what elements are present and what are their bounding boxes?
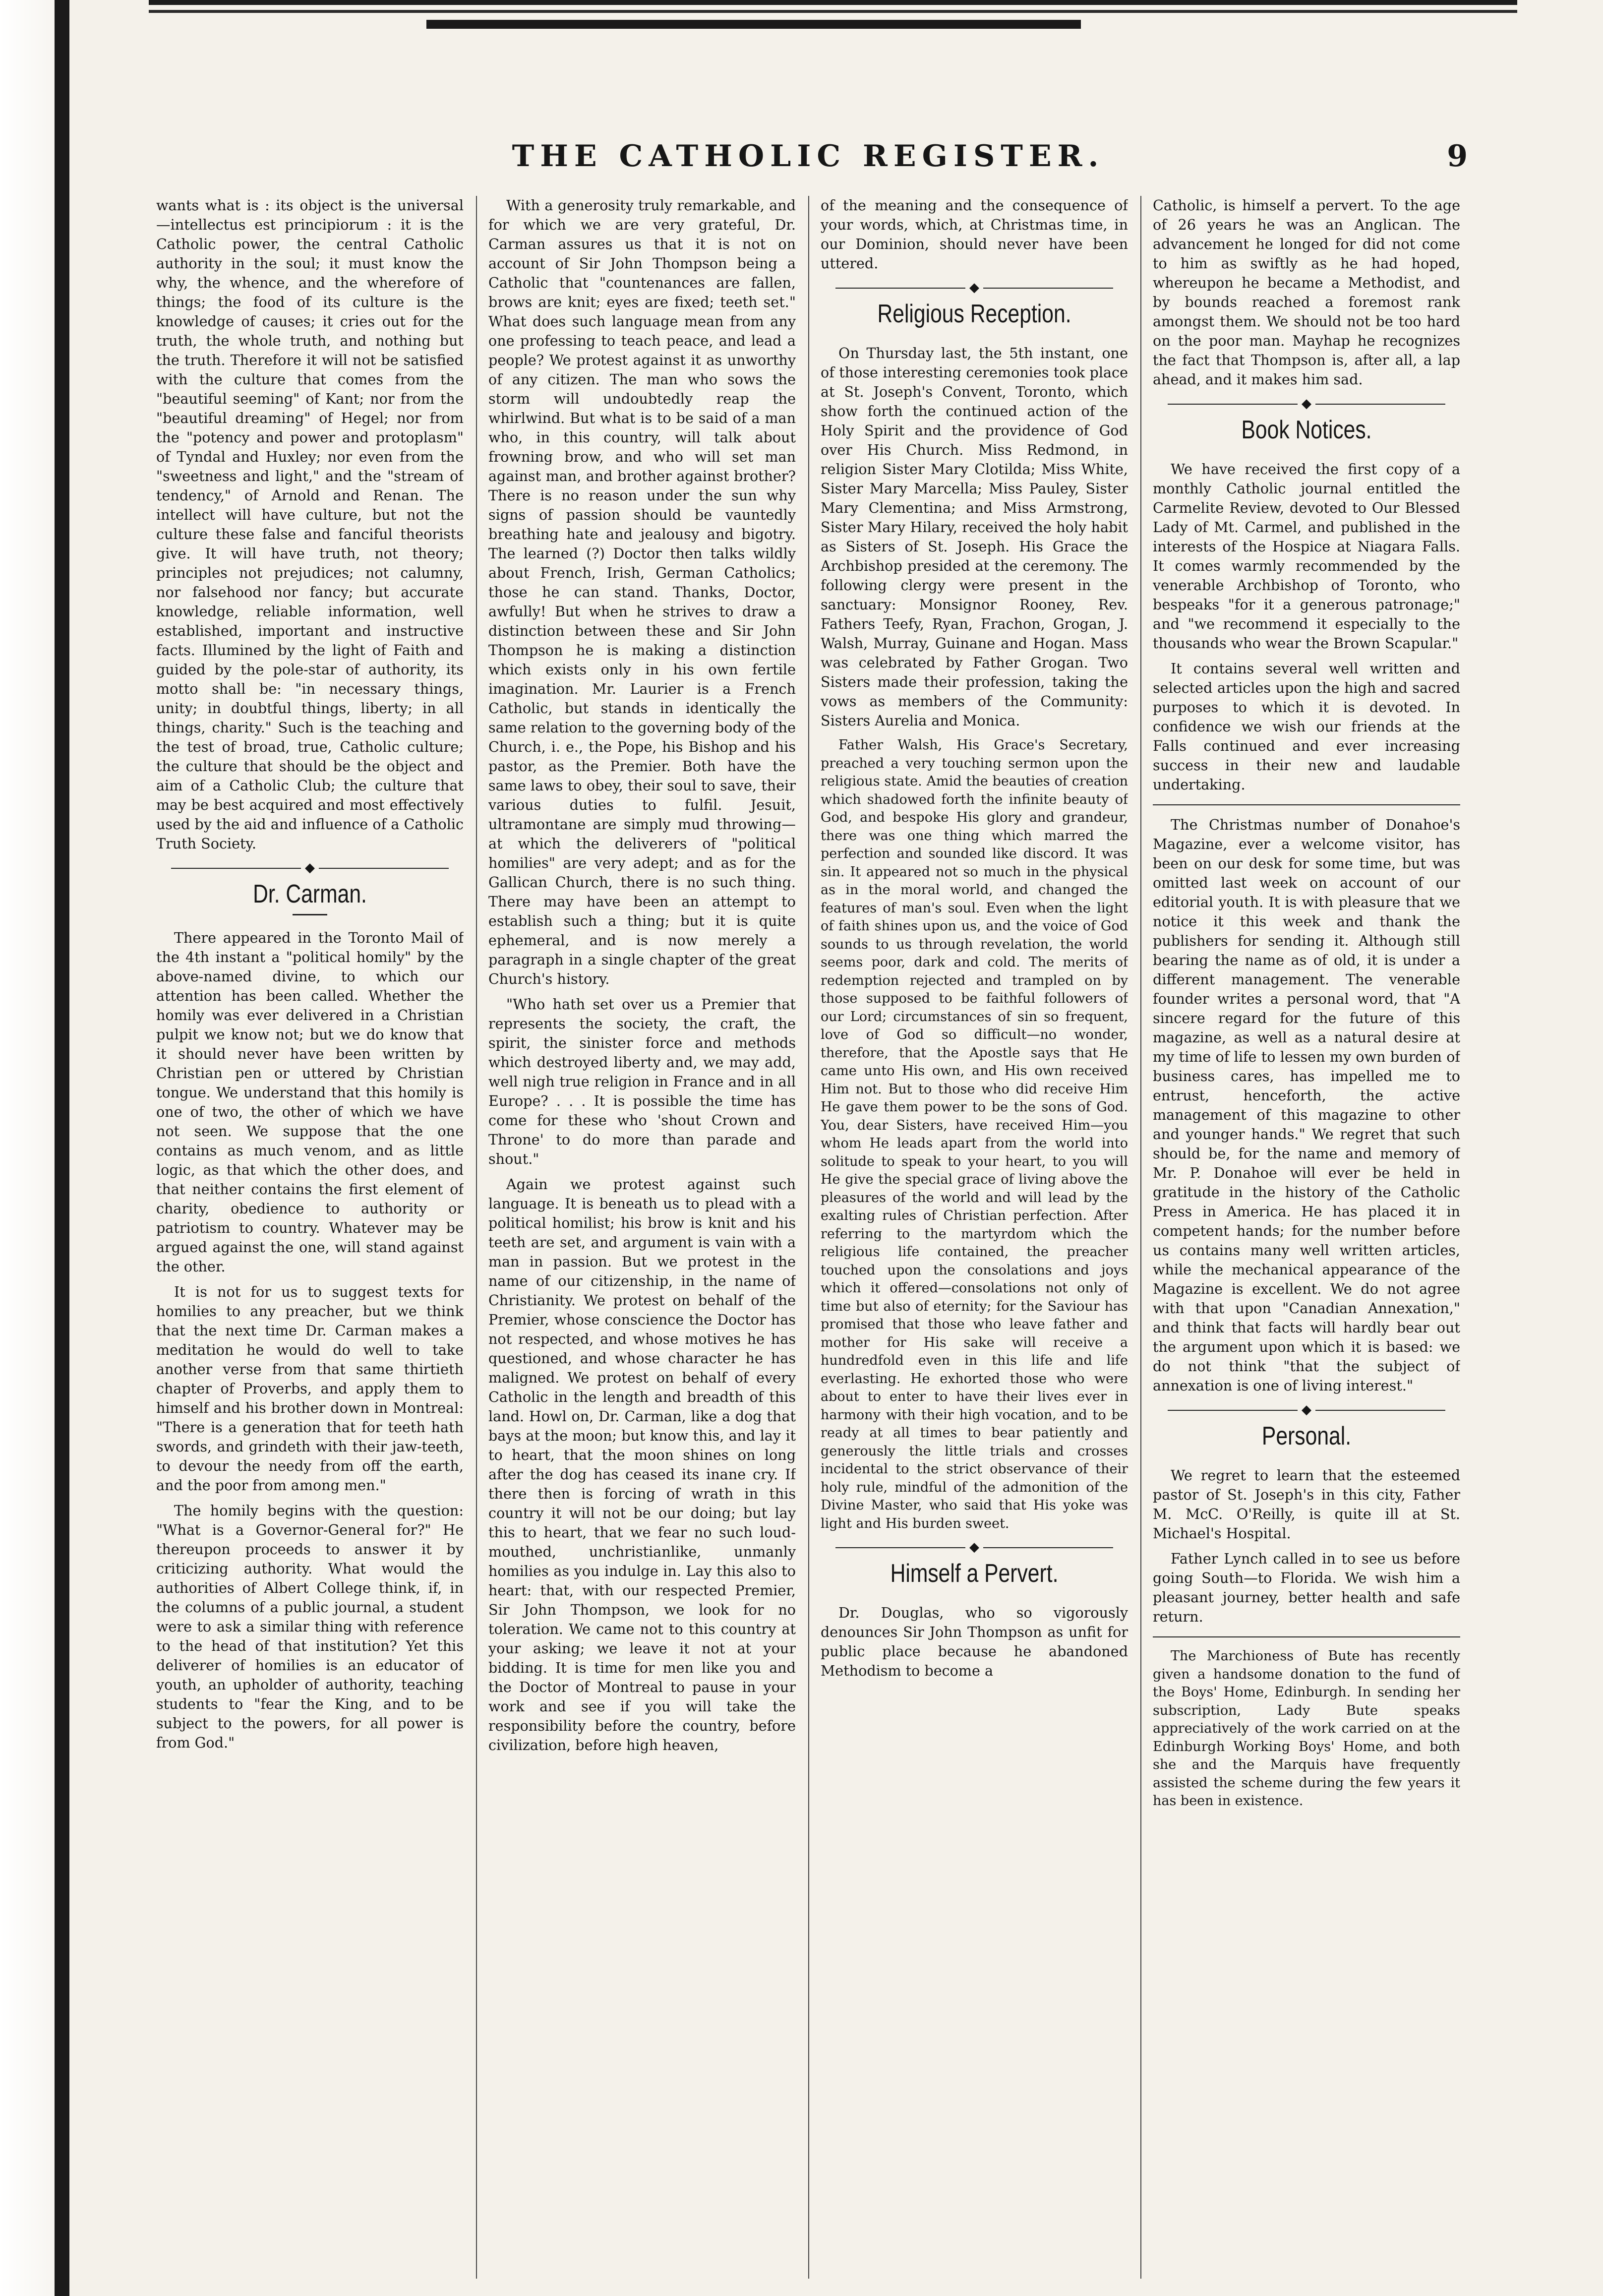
article-heading: Dr. Carman. bbox=[253, 880, 367, 908]
page-margin bbox=[0, 0, 59, 2296]
article-separator bbox=[1168, 398, 1445, 410]
article-paragraph: Father Walsh, His Grace's Secretary, preached a very touching sermon upon the religious state. Amid the beauties of creation which shadowed forth the infinite beauty of God, and bespoke His glory and grandeur, there was one thing which marred the perfection and sounded like discord. It was sin. It appeared not so much in the physical as in the moral world, and changed the features of man's soul. Even when the light of faith shines upon us, and the voice of God sounds to us through revelation, the world seems poor, dark and cold. The merits of redemption rejected and trampled on by those supposed to be faithful followers of our Lord; circumstances of sin so frequent, love of God so difficult—no wonder, therefore, that the Apostle says that He came unto His own, and His own received Him not. But to those who did receive Him He gave them power to be the sons of God. You, dear Sisters, have received Him—you whom He leads apart from the world into solitude to speak to your heart, to you will He give the special grace of living above the pleasures of the world and will lead by the exalting rules of Christian perfection. After referring to the martyrdom which the religious life contained, the preacher touched upon the consolations and joys which it offered—consolations not only of time but also of eternity; for the Saviour has promised that those who leave father and mother for His sake will receive a hundredfold even in this life and life everlasting. He exhorted those who were about to enter to have their lives ever in harmony with their high vocation, and to be ready at all times to bear patiently and generously the little trials and crosses incidental to the strict observance of their holy rule, mindful of the admonition of the Divine Master, who said that His yoke was light and His burden sweet. bbox=[821, 737, 1128, 1531]
article-paragraph: Again we protest against such language. It is beneath us to plead with a political homilist; his brow is knit and his teeth are set, and argument is vain with a man in passion. But we protest in the name of our citizenship, in the name of Christianity. We protest on behalf of the Premier, whose conscience the Doctor has not respected, and whose motives he has questioned, and whose character he has maligned. We protest on behalf of every Catholic in the length and breadth of this land. Howl on, Dr. Carman, like a dog that bays at the moon; but know this, and lay it to heart, that the moon shines on long after the dog has ceased its inane cry. If there then is forcing of wrath in this country it will not be our doing; but lay this to heart, that we fear no such loud-mouthed, unchristianlike, unmanly homilies as you indulge in. Lay this also to heart: that, with our respected Premier, Sir John Thompson, we look for no toleration. We came not to this country at your asking; we leave it not at your bidding. It is time for men like you and the Doctor of Montreal to pause in your work and see if you will take the responsibility before the country, before civilization, before high heaven, bbox=[488, 1176, 796, 1753]
article-heading: Book Notices. bbox=[1241, 416, 1372, 444]
article-separator bbox=[1168, 1404, 1445, 1416]
article-paragraph: It is not for us to suggest texts for homilies to any preacher, but we think that the next time Dr. Carman makes a meditation he would do well to take another verse from that same thirtieth chapter of Proverbs, and apply them to himself and his brother down in Montreal: "There is a generation that for teeth hath swords, and grindeth with their jaw-teeth, to devour the needy from off the earth, and the poor from among men." bbox=[156, 1283, 464, 1494]
article-paragraph: With a generosity truly remarkable, and for which we are very grateful, Dr. Carman assures us that it is not on account of Sir John Thompson being a Catholic that "countenances are fallen, brows are knit; eyes are fixed; teeth set." What does such language mean from any one professing to teach peace, and lead a people? We protest against it as unworthy of any citizen. The man who sows the storm will undoubtedly reap the whirlwind. But what is to be said of a man who, in this country, will talk about frowning brow, and who will set man against man, and brother against brother? There is no reason under the sun why signs of passion should be vauntedly breathing hate and jealousy and bigotry. The learned (?) Doctor then talks wildly about French, Irish, German Catholics; those he can stand. Thanks, Doctor, awfully! But when he strives to draw a distinction between these and Sir John Thompson he is making a distinction which exists only in his own fertile imagination. Mr. Laurier is a French Catholic, but stands in identically the same relation to the governing body of the Church, i. e., the Pope, his Bishop and his pastor, as the Premier. Both have the same laws to obey, their soul to save, their various duties to fulfil. Jesuit, ultramontane are simply mud throwing—at which the deliverers of "political homilies" are very adept; and as for the Gallican Church, there is no such thing. There may have been an attempt to establish such a thing; but it is quite ephemeral, and is now merely a paragraph in a single chapter of the great Church's history. bbox=[488, 197, 796, 987]
article-separator bbox=[835, 282, 1113, 294]
heading-rule bbox=[293, 914, 327, 915]
column-2 bbox=[488, 196, 796, 2294]
article-heading: Religious Reception. bbox=[877, 300, 1071, 328]
article-paragraph: Dr. Douglas, who so vigorously denounces Sir John Thompson as unfit for public place because he abandoned Methodism to become a bbox=[821, 1604, 1128, 1679]
article-paragraph: "Who hath set over us a Premier that represents the society, the craft, the spirit, the sinister force and methods which destroyed liberty and, we may add, well nigh true religion in France and in all Europe? . . . It is possible the time has come for these who 'shout Crown and Throne' to do more than parade and shout." bbox=[488, 996, 796, 1167]
article-separator bbox=[835, 1542, 1113, 1554]
article-paragraph: On Thursday last, the 5th instant, one of those interesting ceremonies took place at St. Joseph's Convent, Toronto, which show forth the continued action of the Holy Spirit and the providence of God over His Church. Miss Redmond, in religion Sister Mary Clotilda; Miss White, Sister Mary Marcella; Miss Pauley, Sister Mary Clementina; and Miss Armstrong, Sister Mary Hilary, received the holy habit as Sisters of St. Joseph. His Grace the Archbishop presided at the ceremony. The following clergy were present in the sanctuary: Monsignor Rooney, Rev. Fathers Teefy, Ryan, Frachon, Grogan, J. Walsh, Murray, Guinane and Hogan. Mass was celebrated by Father Grogan. Two Sisters made their profession, taking the vows as members of the Community: Sisters Aurelia and Monica. bbox=[821, 345, 1128, 729]
article-heading: Personal. bbox=[1261, 1422, 1352, 1450]
column-rule bbox=[808, 196, 809, 2279]
article-paragraph: of the meaning and the consequence of your words, which, at Christmas time, in our Dominion, should never have been uttered. bbox=[821, 197, 1128, 272]
article-paragraph: The Christmas number of Donahoe's Magazine, ever a welcome visitor, has been on our desk for some time, but was omitted last week on account of our editorial youth. It is with pleasure that we notice it this week and thank the publishers for sending it. Although still bearing the name as of old, it is under a different management. The venerable founder writes a personal word, that "A sincere regard for the future of this magazine, as well as a natural desire at my time of life to lessen my own burden of business cares, has impelled me to entrust, henceforth, the active management of this magazine to other and younger hands." We regret that such should be, for the name and memory of Mr. P. Donahoe will ever be held in gratitude in the history of the Catholic Press in America. He has placed it in competent hands; for the number before us contains many well written articles, while the mechanical appearance of the Magazine is excellent. We do not agree with that upon "Canadian Annexation," and think that facts will hardly bear out the argument upon which it is based: we do not think "that the subject of annexation is one of living interest." bbox=[1153, 816, 1460, 1394]
binding-edge bbox=[55, 0, 69, 2296]
column-4 bbox=[1153, 196, 1460, 2294]
article-paragraph: We have received the first copy of a monthly Catholic journal entitled the Carmelite Review, devoted to Our Blessed Lady of Mt. Carmel, and published in the interests of the Hospice at Niagara Falls. It comes warmly recommended by the venerable Archbishop of Toronto, who bespeaks "for it a generous patronage;" and "we recommend it especially to the thousands who wear the Brown Scapular." bbox=[1153, 461, 1460, 652]
article-paragraph: wants what is : its object is the universal—intellectus est principiorum : it is the Catholic power, the central Catholic authority in the soul; it must know the why, the whence, and the wherefore of things; the food of its culture is the knowledge of causes; it cries out for the truth, the whole truth, and nothing but the truth. Therefore it will not be satisfied with the culture that comes from the "beautiful seeming" of Kant; nor from the "beautiful dreaming" of Hegel; nor from the "potency and power and protoplasm" of Tyndal and Huxley; nor even from the "sweetness and light," and the "stream of tendency," of Arnold and Renan. The intellect will have culture, but not the culture these false and fanciful theorists give. It will have truth, not theory; principles not prejudices; not calumny, nor falsehood nor fancy; but accurate knowledge, reliable information, well established, important and instructive facts. Illumined by the light of Faith and guided by the pole-star of authority, its motto shall be: "in necessary things, unity; in doubtful things, liberty; in all things, charity." Such is the teaching and the test of broad, true, Catholic culture; the culture that should be the object and aim of a Catholic Club; the culture that may be best acquired and most effectively used by the aid and influence of a Catholic Truth Society. bbox=[156, 197, 464, 852]
article-heading: Himself a Pervert. bbox=[890, 1559, 1059, 1588]
article-separator bbox=[171, 862, 449, 874]
page-header bbox=[149, 139, 1468, 179]
column-rule bbox=[1140, 196, 1141, 2279]
page-number: 9 bbox=[1447, 139, 1468, 174]
article-paragraph: There appeared in the Toronto Mail of the 4th instant a "political homily" by the above-named divine, to which our attention has been called. Whether the homily was ever delivered in a Christian pulpit we know not; but we do know that it should never have been written by Christian pen or uttered by Christian tongue. We understand that this homily is one of two, the other of which we have not seen. We suppose that the one contains as much venom, and as little logic, as that which the other does, and that neither contains the first element of charity, obedience to authority or patriotism to country. Whatever may be argued against the one, will stand against the other. bbox=[156, 929, 464, 1275]
masthead: THE CATHOLIC REGISTER. bbox=[512, 139, 1105, 174]
section-rule bbox=[1153, 1636, 1460, 1637]
column-1 bbox=[156, 196, 464, 2294]
section-rule bbox=[1153, 804, 1460, 805]
article-paragraph: Father Lynch called in to see us before going South—to Florida. We wish him a pleasant journey, better health and safe return. bbox=[1153, 1550, 1460, 1625]
article-paragraph: Catholic, is himself a pervert. To the age of 26 years he was an Anglican. The advancement he longed for did not come to him as swiftly as he had hoped, whereupon he became a Methodist, and by bounds reached a foremost rank amongst them. We should not be too hard on the poor man. Mayhap he recognizes the fact that Thompson is, after all, a lap ahead, and it makes him sad. bbox=[1153, 197, 1460, 388]
top-rule-bar bbox=[426, 20, 1081, 29]
column-3 bbox=[821, 196, 1128, 2294]
article-paragraph: We regret to learn that the esteemed pastor of St. Joseph's in this city, Father M. McC. O'Reilly, is quite ill at St. Michael's Hospital. bbox=[1153, 1467, 1460, 1542]
article-paragraph: It contains several well written and selected articles upon the high and sacred purposes to which it is devoted. In confidence we wish our friends at the Falls continued and ever increasing success in their new and laudable undertaking. bbox=[1153, 660, 1460, 793]
article-paragraph: The homily begins with the question: "What is a Governor-General for?" He thereupon proceeds to answer it by criticizing authority. What would the authorities of Albert College think, if, in the columns of a public journal, a student were to ask a similar thing with reference to the head of that institution? Yet this deliverer of homilies is an educator of youth, an upholder of authority, teaching students to "fear the King, and to be subject to the powers, for all power is from God." bbox=[156, 1502, 464, 1751]
column-rule bbox=[476, 196, 477, 2279]
article-paragraph: The Marchioness of Bute has recently given a handsome donation to the fund of the Boys' Home, Edinburgh. In sending her subscription, Lady Bute speaks appreciatively of the work carried on at the Edinburgh Working Boys' Home, and both she and the Marquis have frequently assisted the scheme during the few years it has been in existence. bbox=[1153, 1648, 1460, 1809]
